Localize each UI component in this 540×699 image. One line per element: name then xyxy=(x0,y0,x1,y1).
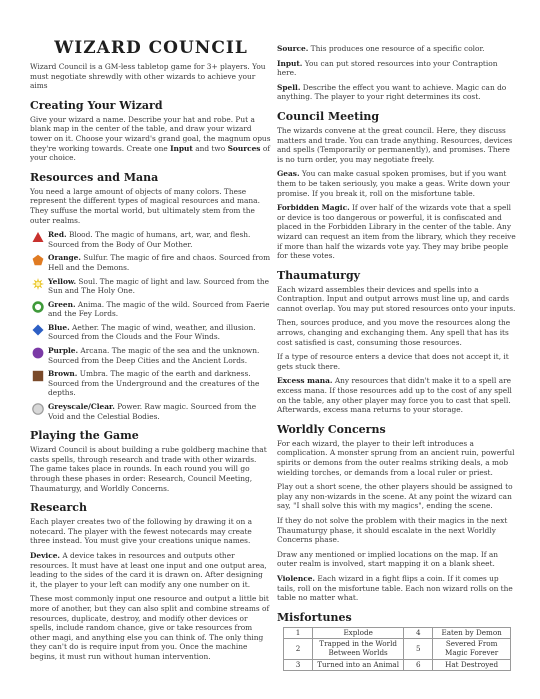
yellow-sun-icon xyxy=(32,278,44,290)
thaum-text-2: Then, sources produce, and you move the resources along the arrows, changing and exchanging them. Any spell that has its cost satisfied is cast, consuming those resources. xyxy=(277,318,511,347)
orange-pentagon-icon xyxy=(32,254,44,266)
grey-circle-icon xyxy=(32,403,44,415)
heading-misfortunes: Misfortunes xyxy=(277,610,352,624)
right-column xyxy=(277,44,517,671)
purple-circle-icon xyxy=(32,347,44,359)
heading-playing: Playing the Game xyxy=(30,429,139,443)
resource-purple: Purple. Arcana. The magic of the sea and the unknown. Sourced from the Deep Cities and the Ancient Lords. xyxy=(30,346,272,365)
device-text: Device. A device takes in resources and outputs other resources. It must have at least one input and one output area, leading to the sides of the card it is drawn on. After designing it, the player to your left can modify any one number on it. xyxy=(30,550,267,589)
thaum-text-1: Each wizard assembles their devices and spells into a Contraption. Input and output arrows must line up, and cards cannot overlap. You may put stored resources onto your inputs. xyxy=(277,284,516,313)
research-text: Each player creates two of the following by drawing it on a notecard. The player with the fewest notecards may create three instead. You must give your creations unique names. xyxy=(30,517,252,546)
resource-brown: Brown. Umbra. The magic of the earth and darkness. Sourced from the Underground and the creatures of the depths. xyxy=(30,369,272,398)
worldly-text-2: Play out a short scene, the other players should be assigned to play any non-wizards in the scene. At any point the wizard can say, "I shall solve this with my magics", ending the scene. xyxy=(277,482,513,511)
blue-diamond-icon xyxy=(32,324,44,336)
green-ring-icon xyxy=(32,301,44,313)
table-row: 2 Trapped in the World Between Worlds 5 Severed From Magic Forever xyxy=(284,639,511,659)
heading-worldly: Worldly Concerns xyxy=(277,422,386,436)
resource-green: Green. Anima. The magic of the wild. Sourced from Faerie and the Fey Lords. xyxy=(30,300,272,319)
left-column xyxy=(30,38,272,667)
resources-text: You need a large amount of objects of many colors. These represent the different types of magical resources and mana. They suffuse the mortal world, but ultimately stem from the outer realms. xyxy=(30,186,260,225)
creating-text: Give your wizard a name. Describe your hat and robe. Put a blank map in the center of the table, and draw your wizard tower on it. Choose your wizard's grand goal, the magnum opus they're working towards. Create one Input and two Sources of your choice. xyxy=(30,114,271,163)
worldly-text-1: For each wizard, the player to their left introduces a complication. A monster sprung from an ancient ruin, powerful spirits or demons from the outer realms striking deals, a mob wielding torches, or demands from a local ruler or priest. xyxy=(277,438,515,477)
heading-creating: Creating Your Wizard xyxy=(30,98,163,112)
misfortune-table xyxy=(283,627,511,671)
source-text: Source. This produces one resource of a specific color. xyxy=(277,44,485,53)
spell-text: Spell. Describe the effect you want to achieve. Magic can do anything. The player to your right determines its cost. xyxy=(277,82,507,102)
heading-research: Research xyxy=(30,501,87,515)
thaum-text-3: If a type of resource enters a device that does not accept it, it gets stuck there. xyxy=(277,352,509,371)
resource-yellow: Yellow. Soul. The magic of light and law. Sourced from the Sun and The Holy One. xyxy=(30,277,272,296)
resource-blue: Blue. Aether. The magic of wind, weather, and illusion. Sourced from the Clouds and the Four Winds. xyxy=(30,323,272,342)
excess-text: Excess mana. Any resources that didn't make it to a spell are excess mana. If those resources add up to the cost of any spell on the table, any other player may force you to cast that spell. Afterwards, excess mana returns to your storage. xyxy=(277,376,512,415)
resource-red: Red. Blood. The magic of humans, art, war, and flesh. Sourced from the Body of Our Mother. xyxy=(30,230,272,249)
red-triangle-icon xyxy=(32,231,44,243)
council-text: The wizards convene at the great council. Here, they discuss matters and trade. You can trade anything. Resources, devices and spells (Temporarily or permanently), and promises. There is no turn order, you may negotiate freely. xyxy=(277,125,513,164)
heading-resources: Resources and Mana xyxy=(30,170,159,184)
table-row: 3 Turned into an Animal 6 Hat Destroyed xyxy=(284,659,511,671)
table-row: 1 Explode 4 Eaten by Demon xyxy=(284,627,511,639)
input-text: Input. You can put stored resources into your Contraption here. xyxy=(277,58,498,78)
intro-text: Wizard Council is a GM-less tabletop game for 3+ players. You must negotiate shrewdly with other wizards to achieve your aims xyxy=(30,62,266,91)
research-more-text: These most commonly input one resource and output a little bit more of another, but they can also split and combine streams of resources, duplicate, destroy, and modify other devices or spells, include random chance, give or take resources from other magi, and anything else you can think of. The only thing they can't do is require input from you. Once the machine begins, it must run without human intervention. xyxy=(30,594,270,661)
violence-text: Violence. Each wizard in a fight flips a coin. If it comes up tails, roll on the misfortune table. Each non wizard rolls on the table no matter what. xyxy=(277,573,513,603)
playing-text: Wizard Council is about building a rube goldberg machine that casts spells, through research and trade with other wizards. The game takes place in rounds. In each round you will go through these phases in order: Research, Council Meeting, Thaumaturgy, and Worldly Concerns. xyxy=(30,445,267,493)
worldly-text-4: Draw any mentioned or implied locations on the map. If an outer realm is involved, start mapping it on a blank sheet. xyxy=(277,549,499,569)
heading-thaumaturgy: Thaumaturgy xyxy=(277,268,361,282)
brown-square-icon xyxy=(32,370,44,382)
geas-text: Geas. You can make casual spoken promises, but if you want them to be taken seriously, you make a geas. Write down your promise. If you break it, roll on the misfortune table. xyxy=(277,169,510,198)
page-title: WIZARD COUNCIL xyxy=(54,38,248,58)
worldly-text-3: If they do not solve the problem with their magics in the next Thaumaturgy phase, it should escalate in the next Worldly Concerns phase. xyxy=(277,515,508,545)
resource-greyscale: Greyscale/Clear. Power. Raw magic. Sourced from the Void and the Celestial Bodies. xyxy=(30,402,272,421)
heading-council: Council Meeting xyxy=(277,109,380,123)
forbidden-text: Forbidden Magic. If over half of the wizards vote that a spell or device is too dangerous or powerful, it is confiscated and placed in the Forbidden Library in the center of the table. Any wizard can request an item from the library, which they receive if more than half the wizards vote yay. They may bribe people for these votes. xyxy=(277,203,516,261)
resource-orange: Orange. Sulfur. The magic of fire and chaos. Sourced from Hell and the Demons. xyxy=(30,253,272,272)
